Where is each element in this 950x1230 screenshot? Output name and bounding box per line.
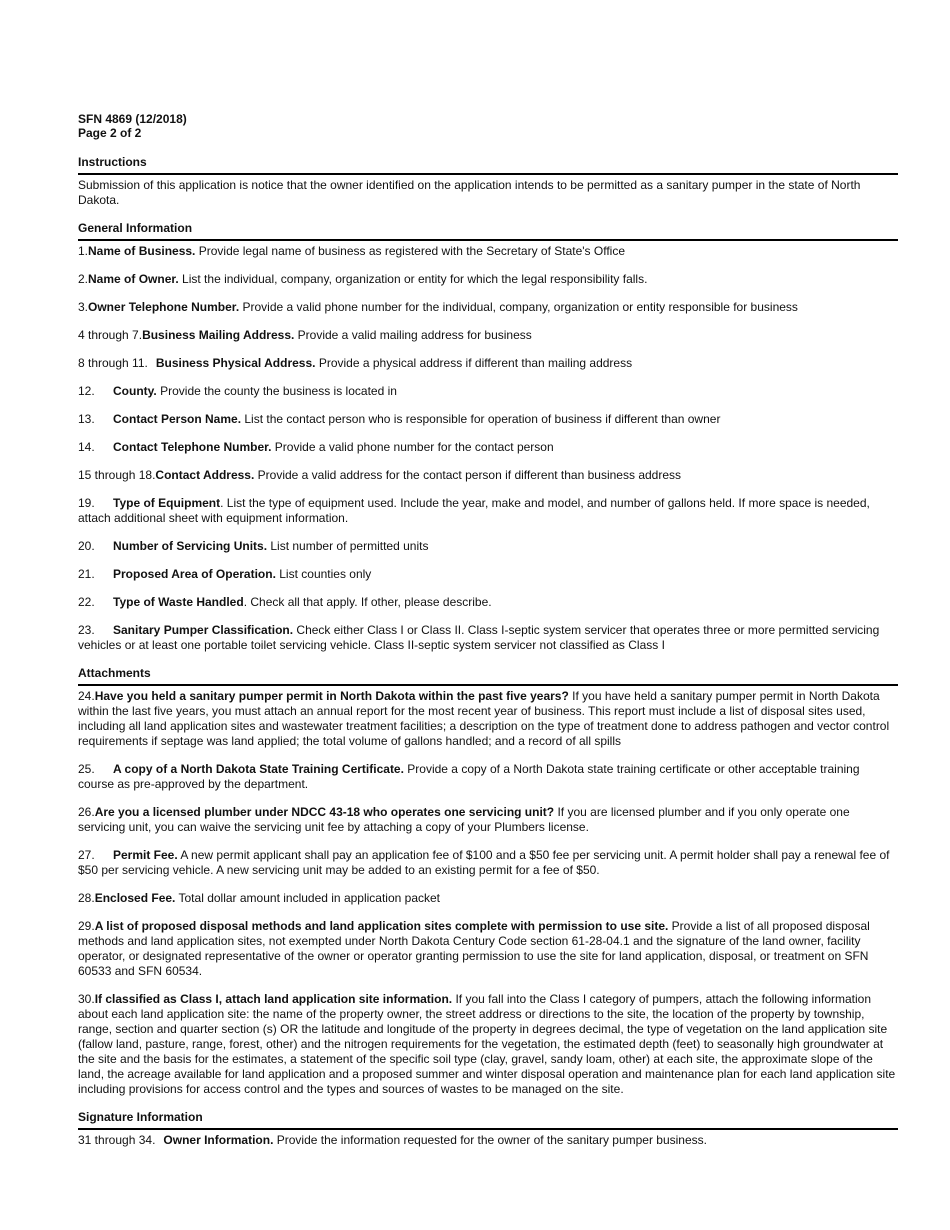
item-description: Provide a valid mailing address for business [294,328,532,342]
item-number: 30. [78,992,95,1006]
item-number: 20. [78,539,95,553]
item-description: Provide a valid phone number for the contact person [271,440,554,454]
item-label: Enclosed Fee. [94,891,176,905]
item-label: If classified as Class I, attach land application site information. [94,992,453,1006]
item-description: Provide legal name of business as registered with the Secretary of State's Office [195,244,626,258]
item-number: 1. [78,244,89,258]
item-number: 25. [78,762,95,776]
item-description: . List the type of equipment used. Include the year, make and model, and number of gallons held. If more space is needed, attach additional sheet with equipment information. [78,496,870,525]
item-description: Provide the county the business is located in [156,384,397,398]
item-description: A new permit applicant shall pay an application fee of $100 and a $50 fee per servicing unit. A permit holder shall pay a renewal fee of $50 per servicing vehicle. A new servicing unit may be added to an existing permit for a fee of $50. [78,848,890,877]
form-number: SFN 4869 (12/2018) [78,112,187,126]
general-information-section [78,221,898,653]
item-description: Check either Class I or Class II. Class I-septic system servicer that operates three or more permitted servicing vehicles or at least one portable toilet servicing vehicle. Class II-septic system servicer not classified as Class I [78,623,880,652]
item-description: List number of permitted units [267,539,429,553]
instruction-item [78,300,898,315]
item-number: 24. [78,689,95,703]
item-label: Sanitary Pumper Classification. [113,623,294,637]
signature-items-list [78,1133,898,1148]
item-number: 29. [78,919,95,933]
instruction-item [78,384,898,399]
item-description: List the individual, company, organization or entity for which the legal responsibility falls. [178,272,648,286]
item-description: If you fall into the Class I category of pumpers, attach the following information about each land application site: the name of the property owner, the street address or directions to the site, the location of the property by township, range, section and quarter section (s) OR the latitude and longitude of the property in degrees decimal, the type of vegetation on the land application site (fallow land, pasture, range, forest, other) and the nitrogen requirements for the vegetation, the estimated depth (feet) to seasonally high groundwater at the site and the basis for the estimates, a statement of the specific soil type (clay, gravel, sandy loam, other) at each site, the approximate slope of the land, the acreage available for land application and a proposed summer and winter disposal operation and maintenance plan for each land application site including provisions for access control and the types and sources of wastes to be managed on the site. [78,992,896,1096]
item-label: Name of Owner. [88,272,179,286]
item-number: 14. [78,440,95,454]
item-label: Proposed Area of Operation. [113,567,276,581]
item-number: 23. [78,623,95,637]
section-title-signature-information: Signature Information [78,1110,898,1130]
item-description: If you have held a sanitary pumper permit in North Dakota within the last five years, you must attach an annual report for the most recent year of business. This report must include a list of disposal sites used, including all land application sites and wastewater treatment facilities; a description on the type of treatment done to address pathogen and vector control requirements if septage was land applied; the total volume of gallons handled; and a record of all spills [78,689,890,748]
item-label: Contact Person Name. [113,412,242,426]
item-label: Type of Waste Handled [113,595,244,609]
section-title-instructions: Instructions [78,155,898,175]
instruction-item [78,468,898,483]
instruction-item [78,992,898,1097]
instruction-item [78,623,898,653]
item-number: 28. [78,891,95,905]
item-label: A list of proposed disposal methods and land application sites complete with permission to use site. [94,919,669,933]
item-number: 12. [78,384,95,398]
item-number: 15 through 18. [78,468,156,482]
section-title-attachments: Attachments [78,666,898,686]
instruction-item [78,328,898,343]
item-description: List counties only [275,567,372,581]
item-description: Provide a valid phone number for the individual, company, organization or entity responsible for business [239,300,798,314]
item-label: Have you held a sanitary pumper permit in North Dakota within the past five years? [94,689,569,703]
instruction-item [78,805,898,835]
item-number: 2. [78,272,89,286]
instruction-item [78,891,898,906]
item-description: . Check all that apply. If other, please describe. [243,595,492,609]
item-number: 26. [78,805,95,819]
general-items-list [78,244,898,653]
instruction-item [78,1133,898,1148]
instructions-section [78,155,898,208]
item-number: 19. [78,496,95,510]
item-label: Business Mailing Address. [142,328,295,342]
instruction-item [78,412,898,427]
item-number: 31 through 34. [78,1133,156,1147]
item-label: County. [113,384,157,398]
item-description: Provide a list of all proposed disposal methods and land application sites, not exempted under North Dakota Century Code section 61-28-04.1 and the signature of the land owner, facility operator, or designated representative of the owner or operator granting permission to use the site for land application, disposal, or treatment on SFN 60533 and SFN 60534. [78,919,870,978]
attachments-section [78,666,898,1097]
item-description: Total dollar amount included in application packet [175,891,441,905]
item-label: Contact Address. [155,468,255,482]
instruction-item [78,689,898,749]
item-label: Permit Fee. [113,848,178,862]
document-page [78,112,898,1161]
item-description: Provide a physical address if different than mailing address [315,356,633,370]
item-label: Number of Servicing Units. [113,539,268,553]
section-title-general-information: General Information [78,221,898,241]
instruction-item [78,272,898,287]
item-label: Type of Equipment [113,496,221,510]
item-number: 21. [78,567,95,581]
item-number: 22. [78,595,95,609]
item-description: Provide a valid address for the contact person if different than business address [254,468,682,482]
item-label: Contact Telephone Number. [113,440,272,454]
signature-information-section [78,1110,898,1148]
instruction-item [78,356,898,371]
instruction-item [78,539,898,554]
item-label: Owner Information. [163,1133,274,1147]
page-number: Page 2 of 2 [78,126,142,140]
instruction-item [78,567,898,582]
item-label: Name of Business. [88,244,196,258]
attachment-items-list [78,689,898,1097]
instruction-item [78,919,898,979]
item-number: 13. [78,412,95,426]
item-number: 8 through 11. [78,356,148,370]
instruction-item [78,244,898,259]
instruction-item [78,595,898,610]
item-label: A copy of a North Dakota State Training Certificate. [113,762,404,776]
item-number: 3. [78,300,89,314]
item-label: Business Physical Address. [155,356,316,370]
item-label: Are you a licensed plumber under NDCC 43-18 who operates one servicing unit? [94,805,555,819]
instructions-text: Submission of this application is notice that the owner identified on the application intends to be permitted as a sanitary pumper in the state of North Dakota. [78,178,861,207]
instruction-item [78,440,898,455]
item-label: Owner Telephone Number. [88,300,240,314]
item-description: Provide the information requested for the owner of the sanitary pumper business. [273,1133,707,1147]
item-number: 4 through 7. [78,328,143,342]
item-description: If you are licensed plumber and if you only operate one servicing unit, you can waive the servicing unit fee by attaching a copy of your Plumbers license. [78,805,850,834]
item-description: List the contact person who is responsible for operation of business if different than owner [241,412,721,426]
instruction-item [78,848,898,878]
item-number: 27. [78,848,95,862]
item-description: Provide a copy of a North Dakota state training certificate or other acceptable training course as pre-approved by the department. [78,762,860,791]
instruction-item [78,762,898,792]
instruction-item [78,496,898,526]
